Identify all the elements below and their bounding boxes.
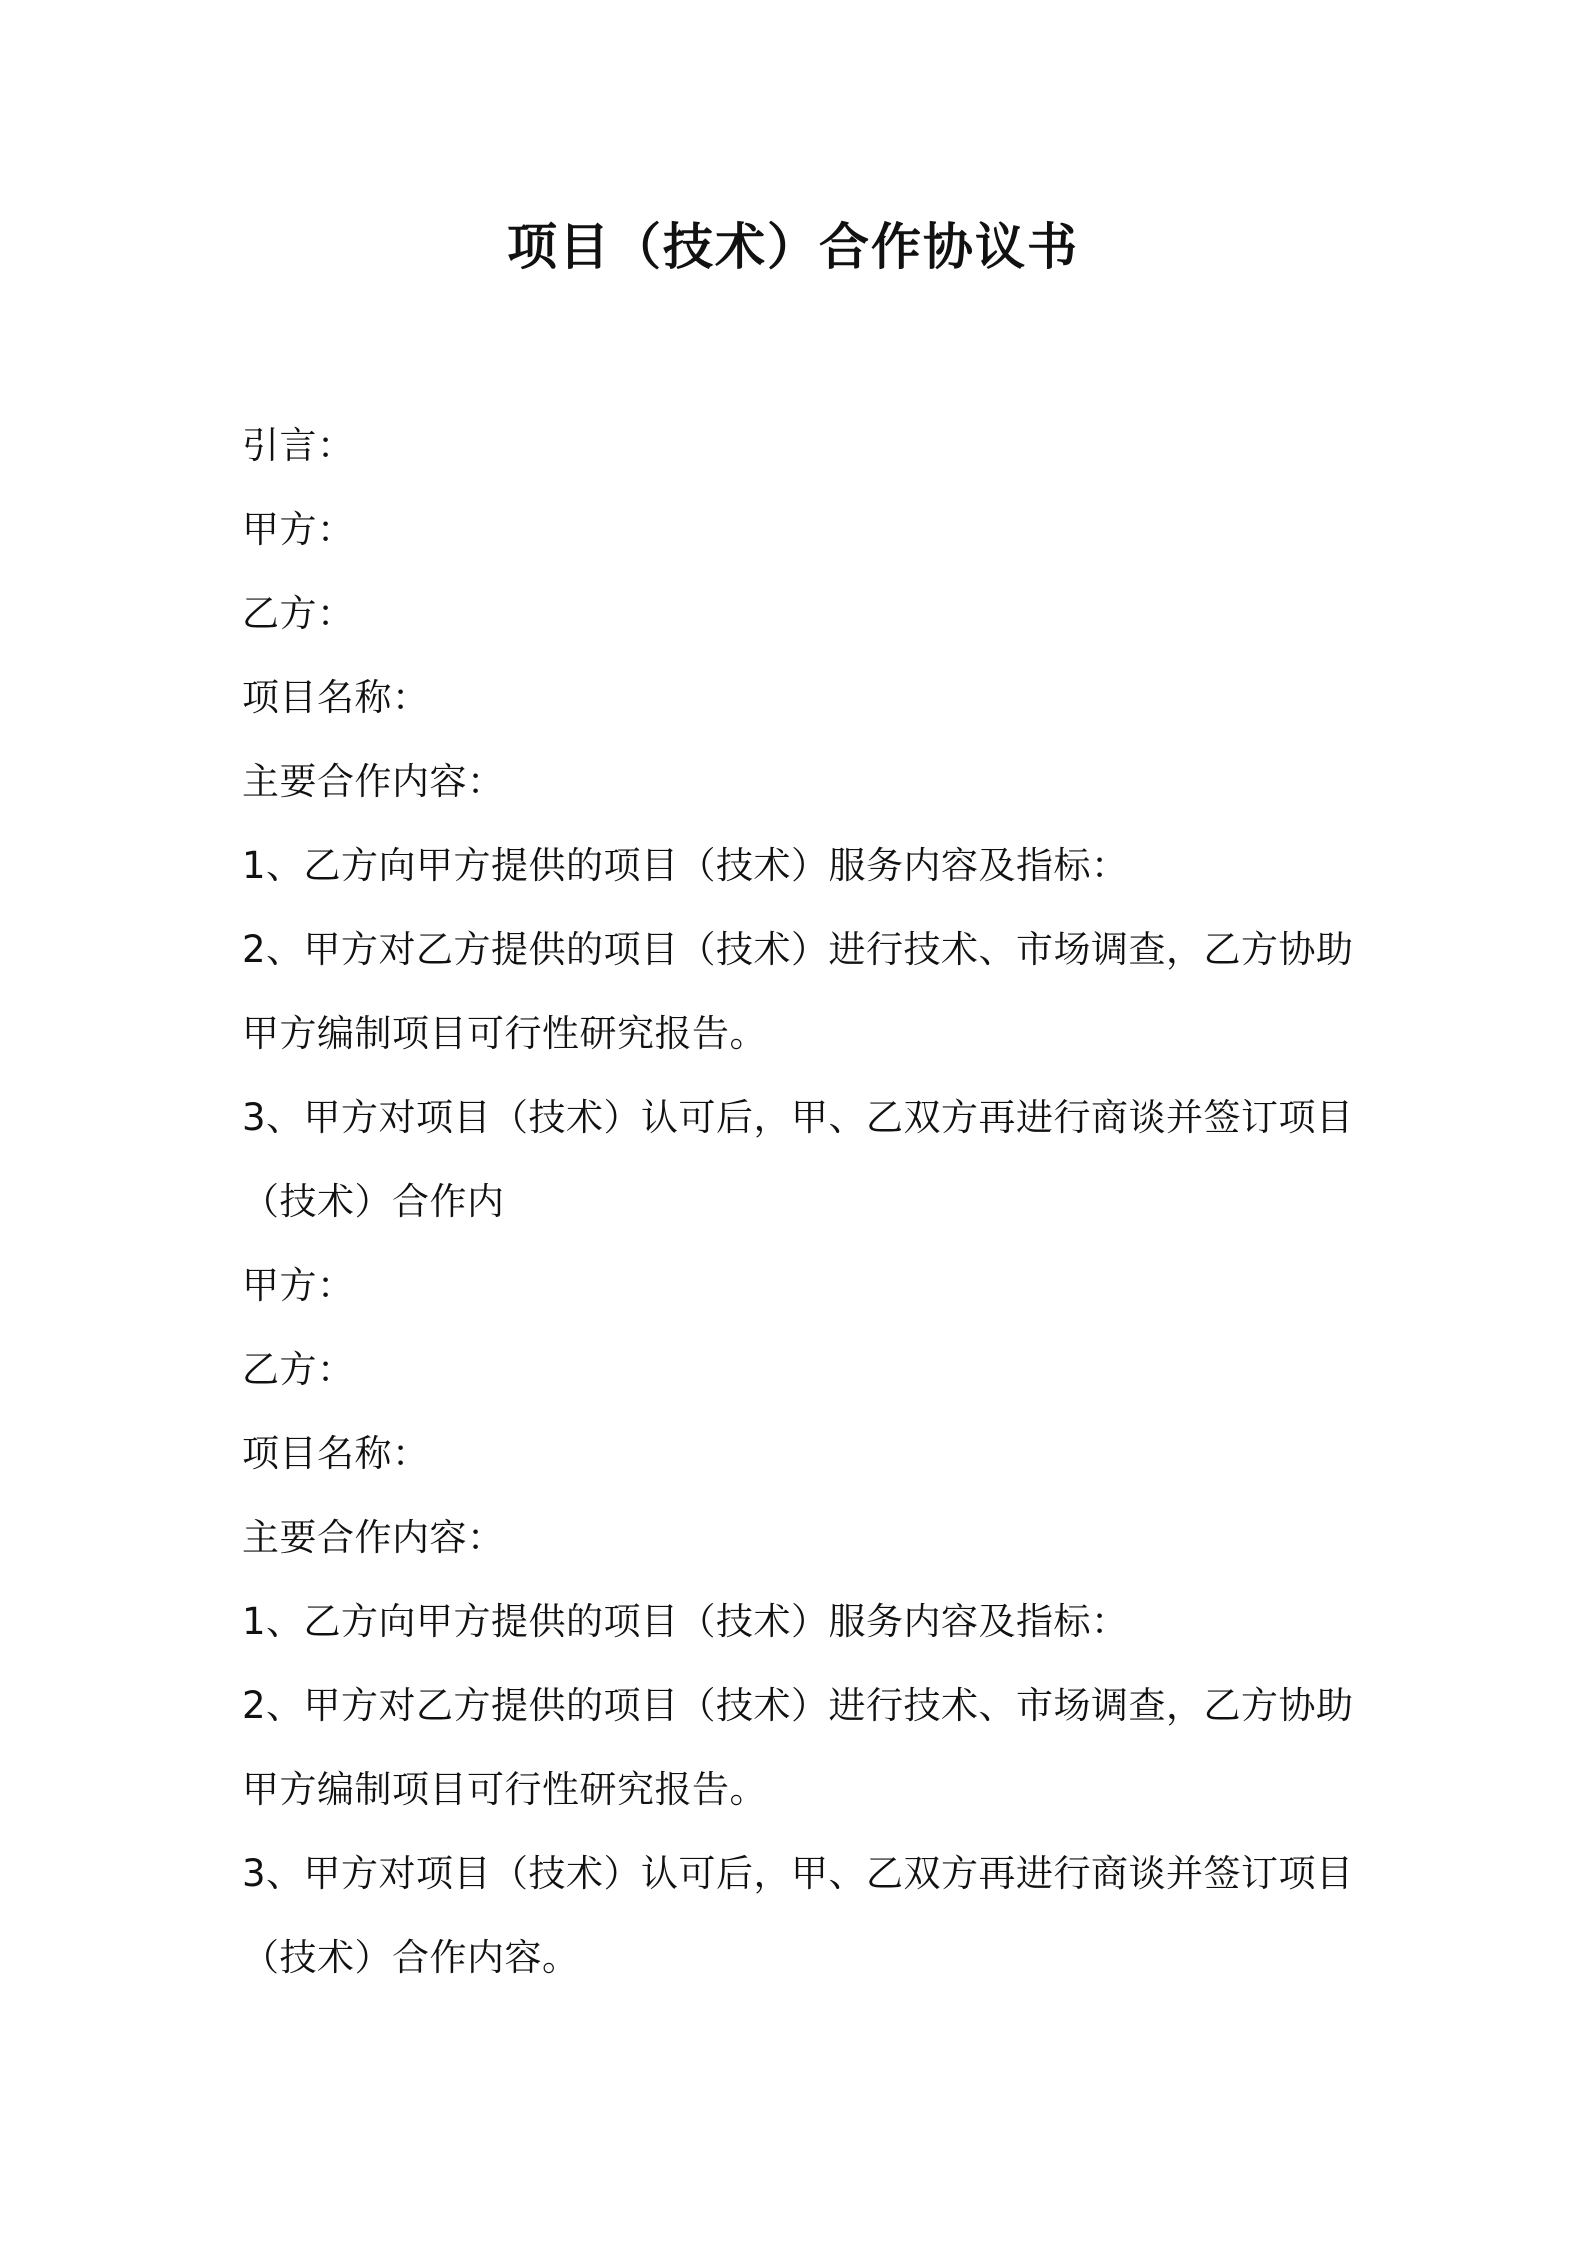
document-body	[242, 404, 1362, 2000]
line-party-a: 甲方：	[242, 508, 355, 551]
line-item-3: 3、甲方对项目（技术）认可后，甲、乙双方再进行商谈并签订项目	[242, 1096, 1354, 1139]
line-party-a-2: 甲方：	[242, 1264, 355, 1307]
line-item-1: 1、乙方向甲方提供的项目（技术）服务内容及指标：	[242, 844, 1129, 887]
line-item-3-cont-2: （技术）合作内容。	[242, 1936, 580, 1979]
line-party-b-2: 乙方：	[242, 1348, 355, 1391]
line-project-name-2: 项目名称：	[242, 1432, 430, 1475]
line-intro: 引言：	[242, 424, 355, 467]
line-item-2-2: 2、甲方对乙方提供的项目（技术）进行技术、市场调查，乙方协助	[242, 1684, 1354, 1727]
document-title: 项目（技术）合作协议书	[507, 218, 1079, 276]
line-item-1-2: 1、乙方向甲方提供的项目（技术）服务内容及指标：	[242, 1600, 1129, 1643]
line-item-2-cont: 甲方编制项目可行性研究报告。	[242, 1012, 767, 1055]
line-main-content: 主要合作内容：	[242, 760, 505, 803]
line-item-3-cont: （技术）合作内	[242, 1180, 505, 1223]
line-party-b: 乙方：	[242, 592, 355, 635]
line-project-name: 项目名称：	[242, 676, 430, 719]
line-item-2-cont-2: 甲方编制项目可行性研究报告。	[242, 1768, 767, 1811]
line-main-content-2: 主要合作内容：	[242, 1516, 505, 1559]
line-item-3-2: 3、甲方对项目（技术）认可后，甲、乙双方再进行商谈并签订项目	[242, 1852, 1354, 1895]
line-item-2: 2、甲方对乙方提供的项目（技术）进行技术、市场调查，乙方协助	[242, 928, 1354, 971]
